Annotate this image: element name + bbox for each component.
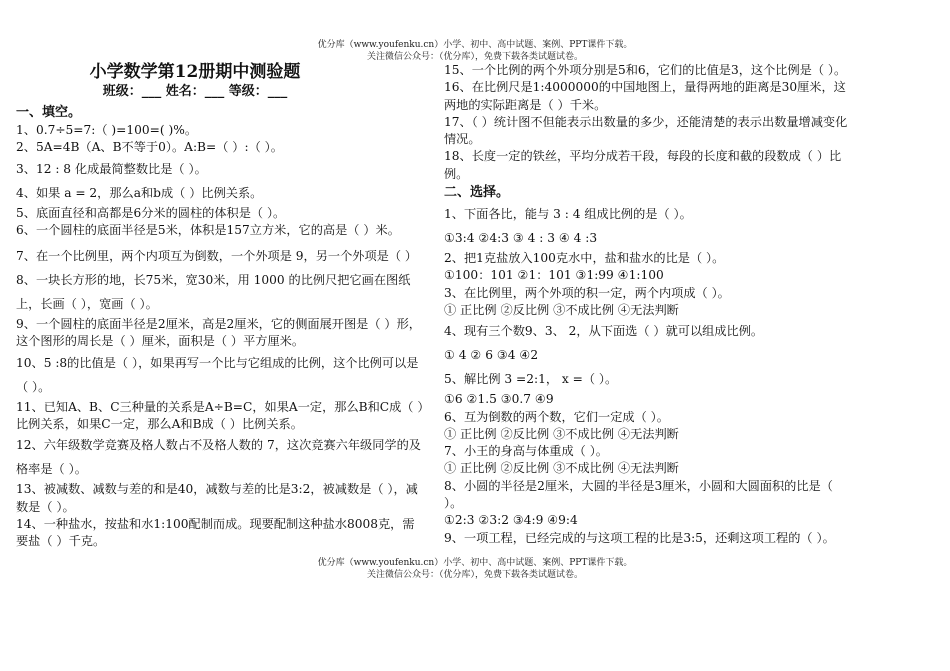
question-1-8: 8、一块长方形的地，长75米，宽30米，用 1000 的比例尺把它画在图纸上，长画（ ），宽画（ ）。 [16,273,411,312]
left-column [16,62,424,551]
question-2-7: 7、小王的身高与体重成（ ）。 [444,444,608,459]
section-2-heading: 二、选择。 [444,185,510,201]
question-1-6: 6、一个圆柱的底面半径是5米，体积是157立方米，它的高是（ ）米。 [16,222,400,237]
page-header [0,39,950,63]
question-1-3: 3、12 : 8 化成最简整数比是（ ）。 [16,161,207,176]
question-1-1: 1、0.7÷5=7:（ )=100=( )%。 [16,123,198,137]
question-2-6-options: ① 正比例 ②反比例 ③不成比例 ④无法判断 [444,426,679,441]
question-1-14: 14、一种盐水，按盐和水1:100配制而成。现要配制这种盐水8008克，需要盐（ ）千克。 [16,516,415,549]
page-footer [0,557,950,581]
question-1-7: 7、在一个比例里，两个内项互为倒数，一个外项是 9，另一个外项是（ ） [16,249,418,264]
question-2-3: 3、在比例里，两个外项的积一定，两个内项成（ ）。 [444,285,730,300]
exam-title: 小学数学第12册期中测验题 [89,62,301,82]
question-2-7-options: ① 正比例 ②反比例 ③不成比例 ④无法判断 [444,461,679,476]
question-2-3-options: ① 正比例 ②反比例 ③不成比例 ④无法判断 [444,302,679,317]
question-2-2-options: ①100：101 ②1：101 ③1:99 ④1:100 [444,268,664,283]
question-1-12: 12、六年级数学竞赛及格人数占不及格人数的 7，这次竞赛六年级同学的及格率是（ ）。 [16,438,421,477]
question-1-2: 2、5A=4B（A、B不等于0）。A:B=（ ）:（ ）。 [16,140,283,155]
question-2-8-options: ①2:3 ②3:2 ③4:9 ④9:4 [444,513,578,528]
footer-line-2: 关注微信公众号：（优分库），免费下载各类试题试卷。 [366,570,583,580]
question-2-1-options: ①3:4 ②4:3 ③ 4 : 3 ④ 4 :3 [444,231,598,246]
question-2-9: 9、一项工程，已经完成的与这项工程的比是3:5，还剩这项工程的（ ）。 [444,530,835,545]
question-2-6: 6、互为倒数的两个数，它们一定成（ ）。 [444,409,669,424]
question-2-4-options: ① 4 ② 6 ③4 ④2 [444,348,539,363]
question-1-4: 4、如果 a = 2，那么a和b成（ ）比例关系。 [16,185,263,200]
header-line-2: 关注微信公众号：（优分库），免费下载各类试题试卷。 [366,52,583,62]
question-1-15: 15、一个比例的两个外项分别是5和6，它们的比值是3，这个比例是（ ）。 [444,63,847,77]
question-1-9: 9、一个圆柱的底面半径是2厘米，高是2厘米，它的侧面展开图是（ ）形，这个图形的周长是（ ）厘米，面积是（ ）平方厘米。 [16,317,421,349]
question-1-11: 11、已知A、B、C三种量的关系是A÷B=C，如果A一定，那么B和C成（ ）比例关系，如果C一定，那么A和B成（ ）比例关系。 [16,399,424,432]
question-2-4: 4、现有三个数9、3、 2，从下面选（ ）就可以组成比例。 [444,324,764,339]
question-2-8: 8、小圆的半径是2厘米，大圆的半径是3厘米，小圆和大圆面积的比是（ ）。 [444,478,833,511]
question-1-17: 17、（ ）统计图不但能表示出数量的多少，还能清楚的表示出数量增减变化情况。 [444,114,848,147]
question-1-13: 13、被减数、减数与差的和是40，减数与差的比是3:2，被减数是（ ），减数是（ ）。 [16,482,418,514]
question-2-2: 2、把1克盐放入100克水中，盐和盐水的比是（ ）。 [444,251,725,266]
question-2-5: 5、解比例 3 =2:1， x =（ ）。 [444,372,618,387]
exam-subtitle: 班级：___ 姓名：___ 等级：___ [102,84,288,99]
question-1-18: 18、长度一定的铁丝，平均分成若干段，每段的长度和截的段数成（ ）比例。 [444,149,842,181]
question-1-16: 16、在比例尺是1:4000000的中国地图上，量得两地的距离是30厘米，这两地的实际距离是（ ）千米。 [444,80,846,112]
right-column [444,62,852,547]
question-2-1: 1、下面各比，能与 3 : 4 组成比例的是（ ）。 [444,207,692,222]
footer-line-1: 优分库（www.youfenku.cn）小学、初中、高中试题、案例、PPT课件下载。 [317,558,633,568]
question-1-5: 5、底面直径和高都是6分米的圆柱的体积是（ ）。 [16,205,286,220]
question-2-5-options: ①6 ②1.5 ③0.7 ④9 [444,392,554,407]
header-line-1: 优分库（www.youfenku.cn）小学、初中、高中试题、案例、PPT课件下载。 [317,40,633,50]
question-1-10: 10、5 :8的比值是（ ），如果再写一个比与它组成的比例，这个比例可以是（ ）。 [16,355,419,394]
section-1-heading: 一、填空。 [16,105,82,120]
